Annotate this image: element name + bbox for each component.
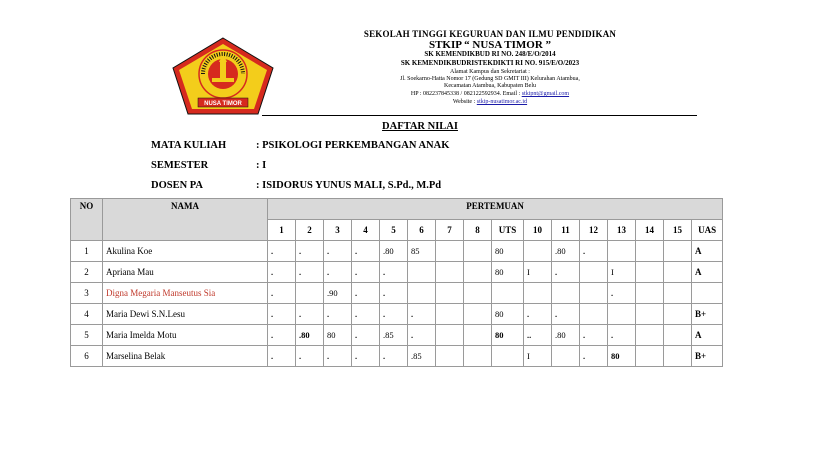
meeting-header: 14 [636, 220, 664, 241]
score-cell [492, 283, 524, 304]
score-cell: . [352, 262, 380, 283]
meeting-header: 15 [664, 220, 692, 241]
field-course-value: : PSIKOLOGI PERKEMBANGAN ANAK [256, 140, 450, 151]
final-grade-cell: B+ [692, 304, 723, 325]
score-cell [664, 325, 692, 346]
field-course-label: MATA KULIAH [151, 140, 227, 151]
score-cell: . [268, 304, 296, 325]
field-semester-value: : I [256, 160, 267, 171]
score-cell [580, 262, 608, 283]
meeting-header: 1 [268, 220, 296, 241]
score-cell: . [296, 262, 324, 283]
student-name: Apriana Mau [103, 262, 268, 283]
score-cell [464, 241, 492, 262]
score-cell [464, 325, 492, 346]
grades-body [71, 241, 723, 367]
score-cell [524, 283, 552, 304]
score-cell [436, 241, 464, 262]
score-cell: .. [524, 325, 552, 346]
score-cell [464, 346, 492, 367]
final-grade-cell: A [692, 325, 723, 346]
score-cell: . [608, 325, 636, 346]
score-cell [464, 262, 492, 283]
score-cell: . [380, 346, 408, 367]
email-link[interactable]: stkipnt@gmail.com [521, 91, 570, 97]
score-cell [636, 262, 664, 283]
score-cell [608, 304, 636, 325]
decree-2: SK KEMENDIKBUDRISTEKDIKTI RI NO. 915/E/O/2023 [400, 59, 580, 67]
institution-name: SEKOLAH TINGGI KEGURUAN DAN ILMU PENDIDIKAN [363, 29, 617, 39]
score-cell: .90 [324, 283, 352, 304]
table-row [71, 304, 723, 325]
score-cell: . [352, 346, 380, 367]
meeting-header: 4 [352, 220, 380, 241]
score-cell [664, 283, 692, 304]
website-prefix: Website : [452, 99, 477, 105]
score-cell: I [608, 262, 636, 283]
score-cell [436, 262, 464, 283]
score-cell [464, 304, 492, 325]
college-logo [170, 36, 276, 116]
student-name: Digna Megaria Manseutus Sia [103, 283, 268, 304]
score-cell [464, 283, 492, 304]
contact-phone: HP : 082237845338 / 082122592934. Email : [410, 91, 522, 97]
score-cell: . [268, 283, 296, 304]
score-cell: 80 [492, 325, 524, 346]
score-cell [296, 283, 324, 304]
score-cell: I [524, 262, 552, 283]
score-cell: 85 [408, 241, 436, 262]
row-number: 6 [71, 346, 103, 367]
row-number: 5 [71, 325, 103, 346]
score-cell: . [324, 346, 352, 367]
score-cell [552, 346, 580, 367]
score-cell: I [524, 346, 552, 367]
score-cell: . [352, 325, 380, 346]
score-cell [436, 346, 464, 367]
score-cell: . [268, 346, 296, 367]
score-cell: . [380, 304, 408, 325]
score-cell: .85 [380, 325, 408, 346]
score-cell [436, 304, 464, 325]
table-row [71, 262, 723, 283]
meeting-header: 3 [324, 220, 352, 241]
score-cell [408, 262, 436, 283]
row-number: 3 [71, 283, 103, 304]
table-row [71, 283, 723, 304]
meeting-header: UAS [692, 220, 723, 241]
header-no: NO [71, 199, 103, 241]
contact-line [300, 91, 680, 97]
meeting-header: 10 [524, 220, 552, 241]
meeting-header: 12 [580, 220, 608, 241]
score-cell: 80 [608, 346, 636, 367]
document-title: DAFTAR NILAI [382, 121, 458, 132]
score-cell: . [296, 241, 324, 262]
score-cell: . [352, 304, 380, 325]
header-meetings: PERTEMUAN [268, 199, 723, 220]
institution-short-name: STKIP “ NUSA TIMOR ” [428, 39, 552, 51]
meeting-header: 5 [380, 220, 408, 241]
score-cell [436, 283, 464, 304]
score-cell [524, 241, 552, 262]
row-number: 1 [71, 241, 103, 262]
score-cell [664, 241, 692, 262]
score-cell [664, 262, 692, 283]
score-cell: . [296, 304, 324, 325]
score-cell: 80 [492, 304, 524, 325]
score-cell: .85 [408, 346, 436, 367]
score-cell [608, 241, 636, 262]
student-name: Maria Imelda Motu [103, 325, 268, 346]
final-grade-cell: A [692, 262, 723, 283]
score-cell [552, 283, 580, 304]
row-number: 2 [71, 262, 103, 283]
score-cell: . [524, 304, 552, 325]
student-name: Akulina Koe [103, 241, 268, 262]
meeting-header: 8 [464, 220, 492, 241]
score-cell: . [408, 304, 436, 325]
score-cell: .80 [552, 241, 580, 262]
score-cell: . [380, 283, 408, 304]
logo-torch [220, 62, 226, 78]
address-heading: Alamat Kampus dan Sekretariat : [450, 69, 530, 75]
score-cell [636, 346, 664, 367]
table-row [71, 241, 723, 262]
meeting-header: 7 [436, 220, 464, 241]
score-cell: . [268, 325, 296, 346]
table-row [71, 346, 723, 367]
score-cell: . [324, 304, 352, 325]
field-semester-label: SEMESTER [151, 160, 209, 171]
meeting-header: 2 [296, 220, 324, 241]
score-cell: . [552, 262, 580, 283]
score-cell: . [324, 241, 352, 262]
logo-book [212, 78, 234, 82]
score-cell: . [296, 346, 324, 367]
final-grade-cell: B+ [692, 346, 723, 367]
score-cell [636, 241, 664, 262]
score-cell: .80 [296, 325, 324, 346]
final-grade-cell: A [692, 241, 723, 262]
score-cell: . [552, 304, 580, 325]
field-lecturer-label: DOSEN PA [151, 180, 204, 191]
meeting-header: UTS [492, 220, 524, 241]
score-cell [636, 304, 664, 325]
decree-1: SK KEMENDIKBUD RI NO. 248/E/O/2014 [424, 50, 556, 58]
header-name: NAMA [103, 199, 268, 241]
meeting-header: 13 [608, 220, 636, 241]
score-cell [636, 283, 664, 304]
score-cell: . [352, 283, 380, 304]
student-name: Maria Dewi S.N.Lesu [103, 304, 268, 325]
score-cell: . [380, 262, 408, 283]
score-cell: . [268, 241, 296, 262]
final-grade-cell [692, 283, 723, 304]
meeting-header: 11 [552, 220, 580, 241]
score-cell: 80 [324, 325, 352, 346]
score-cell [664, 304, 692, 325]
score-cell: . [408, 325, 436, 346]
website-line [300, 99, 680, 105]
score-cell [580, 304, 608, 325]
score-cell: . [324, 262, 352, 283]
score-cell [408, 283, 436, 304]
score-cell: 80 [492, 241, 524, 262]
score-cell: 80 [492, 262, 524, 283]
score-cell [636, 325, 664, 346]
score-cell: .80 [552, 325, 580, 346]
score-cell [664, 346, 692, 367]
score-cell: . [352, 241, 380, 262]
score-cell [436, 325, 464, 346]
score-cell [492, 346, 524, 367]
score-cell: .80 [380, 241, 408, 262]
score-cell: . [268, 262, 296, 283]
score-cell [580, 283, 608, 304]
address-line-1: Jl. Soekarno-Hatta Nomor 17 (Gedung SD GMIT III) Kelurahan Atambua, [400, 76, 580, 82]
logo-ribbon-text: NUSA TIMOR [204, 101, 242, 107]
address-line-2: Kecamatan Atambua, Kabupaten Belu [444, 83, 536, 89]
score-cell: . [608, 283, 636, 304]
grades-table [70, 198, 723, 367]
student-name: Marselina Belak [103, 346, 268, 367]
meeting-header: 6 [408, 220, 436, 241]
table-row [71, 325, 723, 346]
score-cell: . [580, 346, 608, 367]
website-link[interactable]: stkip-nusatimor.ac.id [476, 99, 528, 105]
score-cell: . [580, 325, 608, 346]
letterhead-divider [262, 115, 697, 116]
field-lecturer-value: : ISIDORUS YUNUS MALI, S.Pd., M.Pd [256, 180, 442, 191]
row-number: 4 [71, 304, 103, 325]
score-cell: . [580, 241, 608, 262]
